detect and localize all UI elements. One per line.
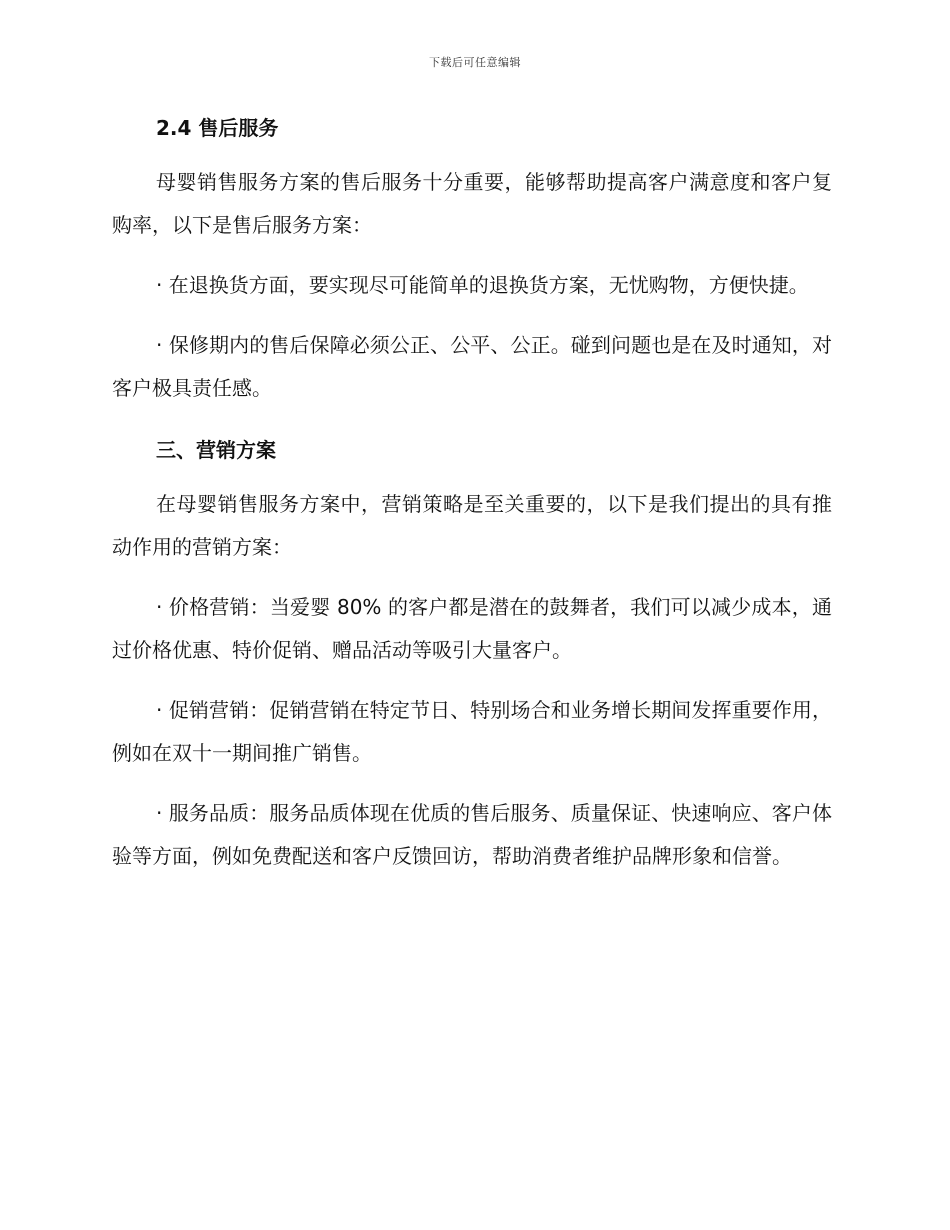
- paragraph-returns: · 在退换货方面，要实现尽可能简单的退换货方案，无忧购物，方便快捷。: [156, 273, 809, 297]
- paragraph-marketing-intro: 在母婴销售服务方案中，营销策略是至关重要的，以下是我们提出的具有推动作用的营销方案：: [112, 492, 832, 559]
- paragraph-promotion-marketing: · 促销营销：促销营销在特定节日、特别场合和业务增长期间发挥重要作用，例如在双十一期间推广销售。: [112, 698, 832, 765]
- document-body: [112, 110, 832, 878]
- paragraph-warranty: · 保修期内的售后保障必须公正、公平、公正。碰到问题也是在及时通知，对客户极具责任感。: [112, 333, 832, 400]
- paragraph-after-sales-intro: 母婴销售服务方案的售后服务十分重要，能够帮助提高客户满意度和客户复购率，以下是售后服务方案：: [112, 170, 832, 237]
- section-heading-after-sales: 2.4 售后服务: [156, 116, 279, 140]
- paragraph-price-marketing: · 价格营销：当爱婴 80% 的客户都是潜在的鼓舞者，我们可以减少成本，通过价格优惠、特价促销、赠品活动等吸引大量客户。: [112, 595, 832, 662]
- header-note: 下载后可任意编辑: [429, 56, 521, 69]
- paragraph-service-quality: · 服务品质：服务品质体现在优质的售后服务、质量保证、快速响应、客户体验等方面，例如免费配送和客户反馈回访，帮助消费者维护品牌形象和信誉。: [112, 801, 832, 868]
- section-heading-marketing: 三、营销方案: [156, 438, 276, 462]
